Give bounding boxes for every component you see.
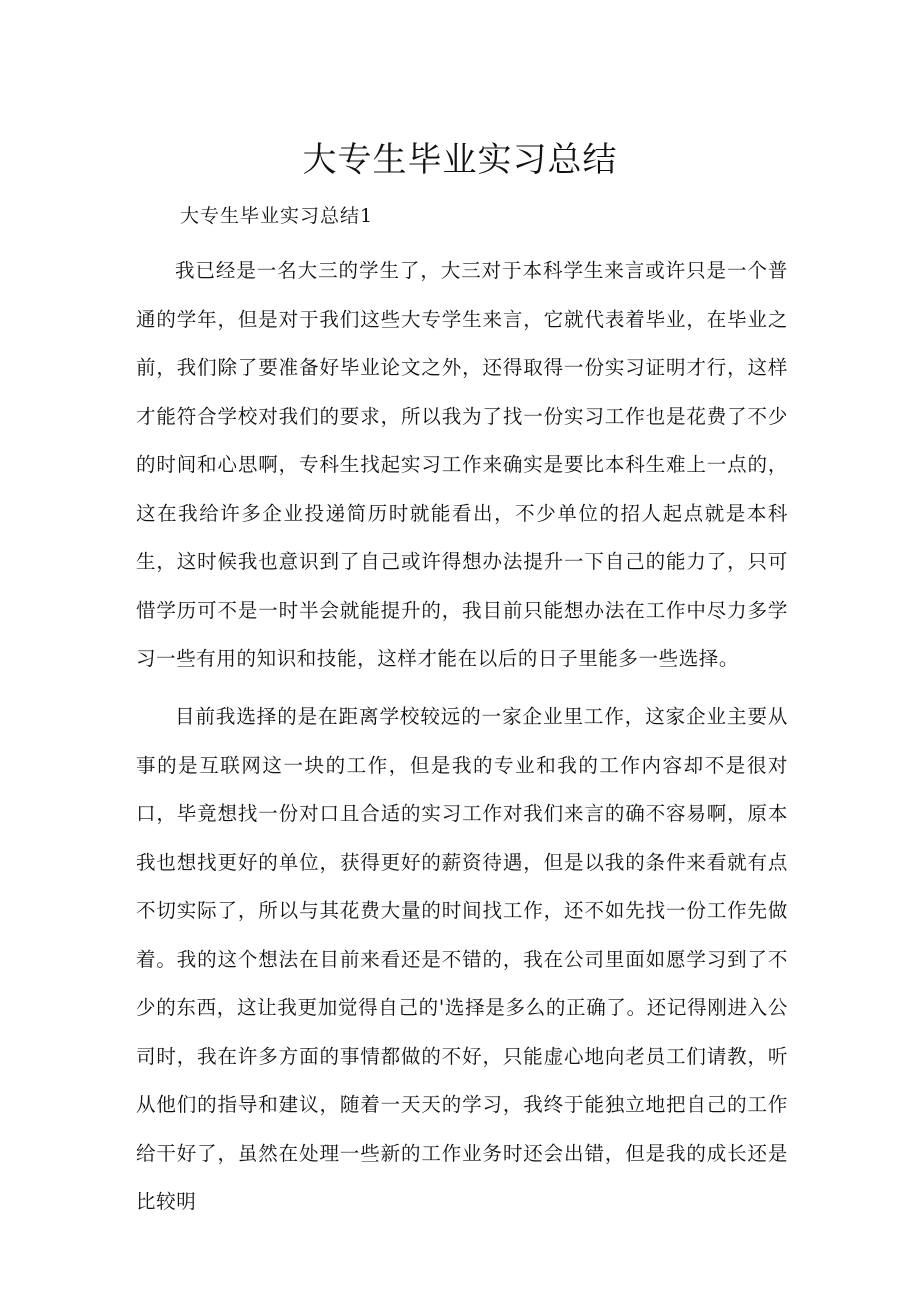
paragraph-1: 我已经是一名大三的学生了，大三对于本科学生来言或许只是一个普通的学年，但是对于我们这些大专学生来言，它就代表着毕业，在毕业之前，我们除了要准备好毕业论文之外，还得取得一份实习证明才行，这样才能符合学校对我们的要求，所以我为了找一份实习工作也是花费了不少的时间和心思啊，专科生找起实习工作来确实是要比本科生难上一点的，这在我给许多企业投递简历时就能看出，不少单位的招人起点就是本科生，这时候我也意识到了自己或许得想办法提升一下自己的能力了，只可惜学历可不是一时半会就能提升的，我目前只能想办法在工作中尽力多学习一些有用的知识和技能，这样才能在以后的日子里能多一些选择。 <box>136 259 788 670</box>
document-title: 大专生毕业实习总结 <box>302 140 618 180</box>
section-heading: 大专生毕业实习总结1 <box>180 205 374 227</box>
paragraph-2: 目前我选择的是在距离学校较远的一家企业里工作，这家企业主要从事的是互联网这一块的工作，但是我的专业和我的工作内容却不是很对口，毕竟想找一份对口且合适的实习工作对我们来言的确不容易啊，原本我也想找更好的单位，获得更好的薪资待遇，但是以我的条件来看就有点不切实际了，所以与其花费大量的时间找工作，还不如先找一份工作先做着。我的这个想法在目前来看还是不错的，我在公司里面如愿学习到了不少的东西，这让我更加觉得自己的'选择是多么的正确了。还记得刚进入公司时，我在许多方面的事情都做的不好，只能虚心地向老员工们请教，听从他们的指导和建议，随着一天天的学习，我终于能独立地把自己的工作给干好了，虽然在处理一些新的工作业务时还会出错，但是我的成长还是比较明 <box>136 705 788 1213</box>
